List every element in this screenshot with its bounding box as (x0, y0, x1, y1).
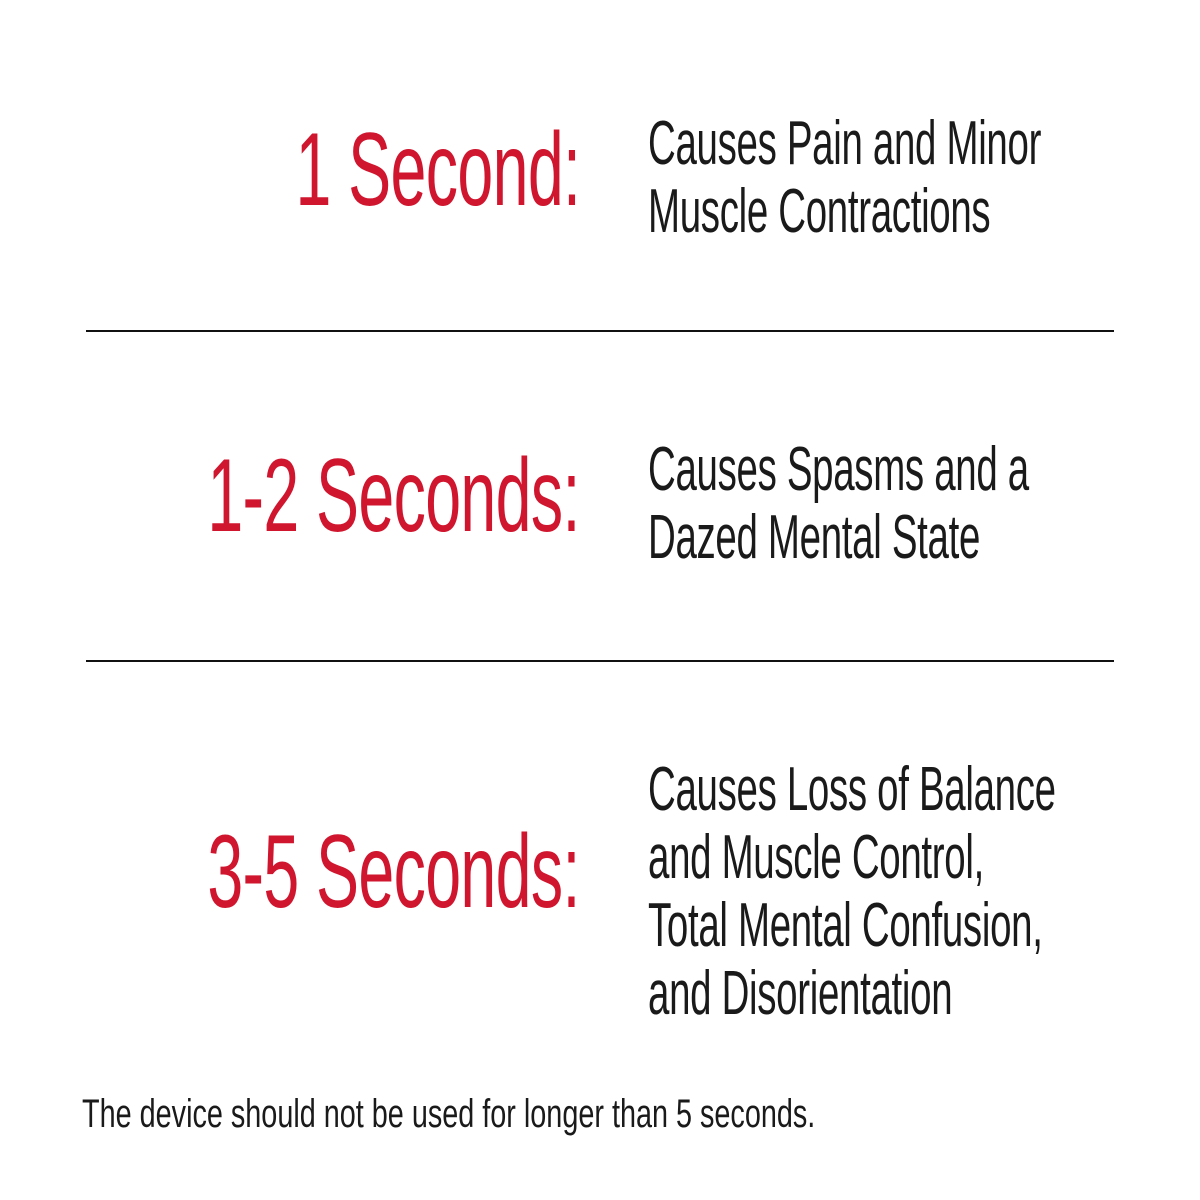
section-divider (86, 660, 1114, 662)
usage-warning-footnote: The device should not be used for longer than 5 seconds. (82, 1092, 816, 1136)
duration-label: 3-5 Seconds: (207, 814, 580, 930)
duration-label: 1 Second: (295, 112, 580, 228)
section-divider (86, 330, 1114, 332)
effect-description (648, 756, 1056, 1028)
effect-line: Causes Pain and Minor (648, 109, 1042, 178)
effect-line: and Muscle Control, (648, 823, 984, 892)
effect-line: and Disorientation (648, 959, 953, 1028)
effect-line: Dazed Mental State (648, 503, 981, 572)
effect-line: Causes Spasms and a (648, 435, 1029, 504)
effect-line: Causes Loss of Balance (648, 755, 1056, 824)
effect-line: Total Mental Confusion, (648, 891, 1043, 960)
effect-description (648, 436, 1029, 572)
duration-label: 1-2 Seconds: (207, 438, 580, 554)
effect-line: Muscle Contractions (648, 177, 991, 246)
effect-description (648, 110, 1041, 246)
